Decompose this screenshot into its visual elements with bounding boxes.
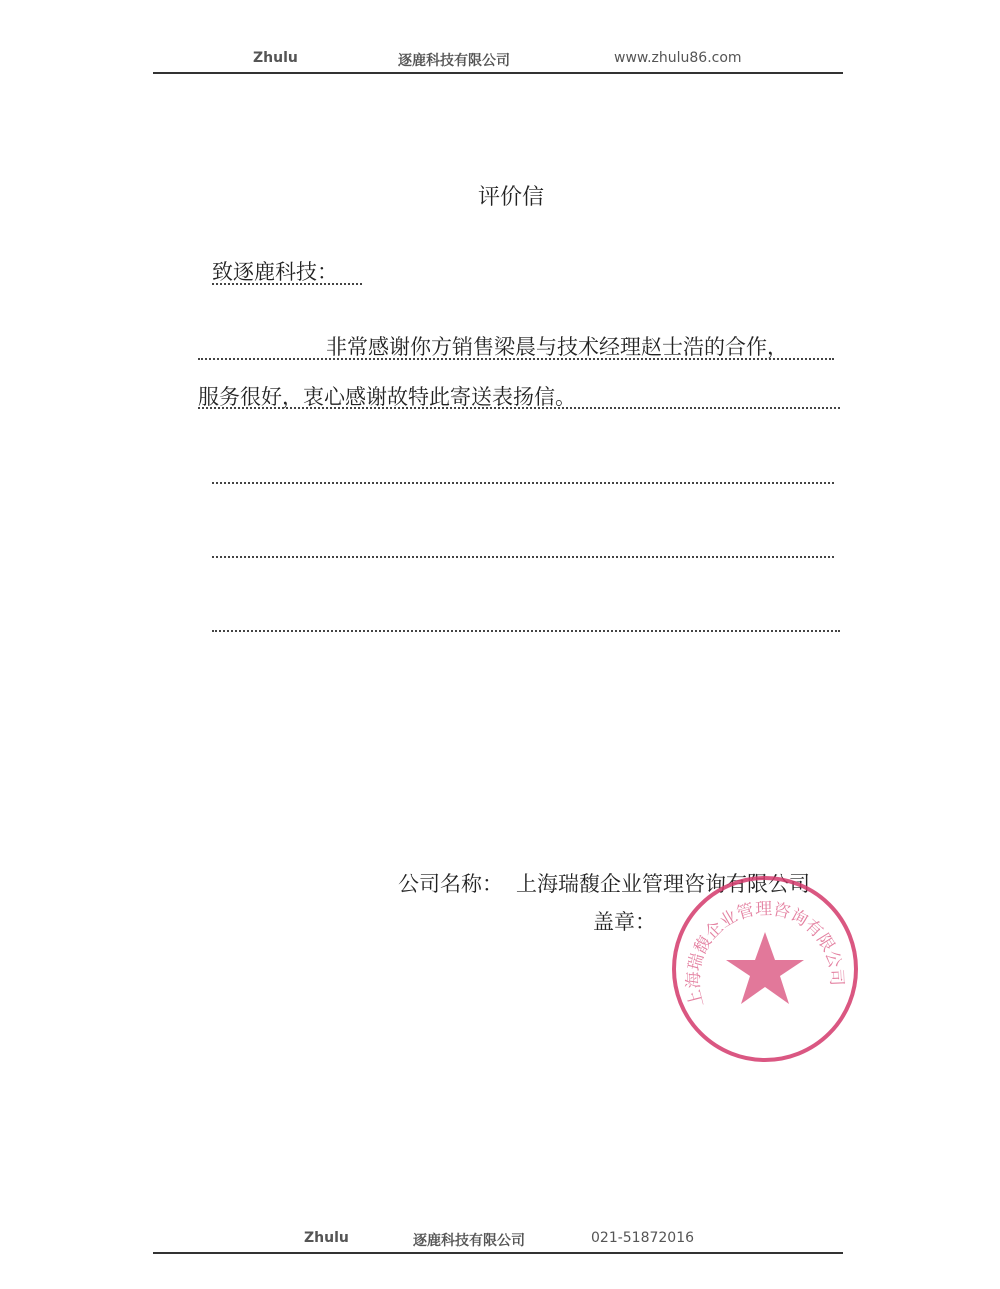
body-line-2-underline [198, 407, 840, 409]
company-name: 上海瑞馥企业管理咨询有限公司 [516, 872, 810, 896]
salutation-underline [212, 283, 362, 285]
letter-title: 评价信 [478, 185, 545, 210]
header-brand: Zhulu [253, 50, 298, 66]
company-seal-stamp [672, 876, 858, 1062]
body-line-1: 非常感谢你方销售梁晨与技术经理赵士浩的合作， [326, 335, 788, 359]
footer-company: 逐鹿科技有限公司 [413, 1233, 525, 1249]
blank-line-1 [212, 482, 834, 484]
company-label: 公司名称： [398, 872, 503, 896]
body-line-1-underline [198, 358, 834, 360]
svg-text:上海瑞馥企业管理咨询有限公司: 上海瑞馥企业管理咨询有限公司 [683, 899, 847, 1010]
seal-label: 盖章： [593, 910, 656, 934]
body-line-2: 服务很好，衷心感谢故特此寄送表扬信。 [198, 385, 576, 409]
header-company: 逐鹿科技有限公司 [398, 53, 510, 69]
salutation: 致逐鹿科技： [212, 260, 338, 284]
header-website: www.zhulu86.com [614, 50, 742, 66]
blank-line-2 [212, 556, 834, 558]
header-rule [153, 72, 843, 74]
star-icon [676, 880, 854, 1058]
blank-line-3 [212, 630, 840, 632]
footer-rule [153, 1252, 843, 1254]
footer-brand: Zhulu [304, 1230, 349, 1246]
footer-phone: 021-51872016 [591, 1230, 695, 1246]
